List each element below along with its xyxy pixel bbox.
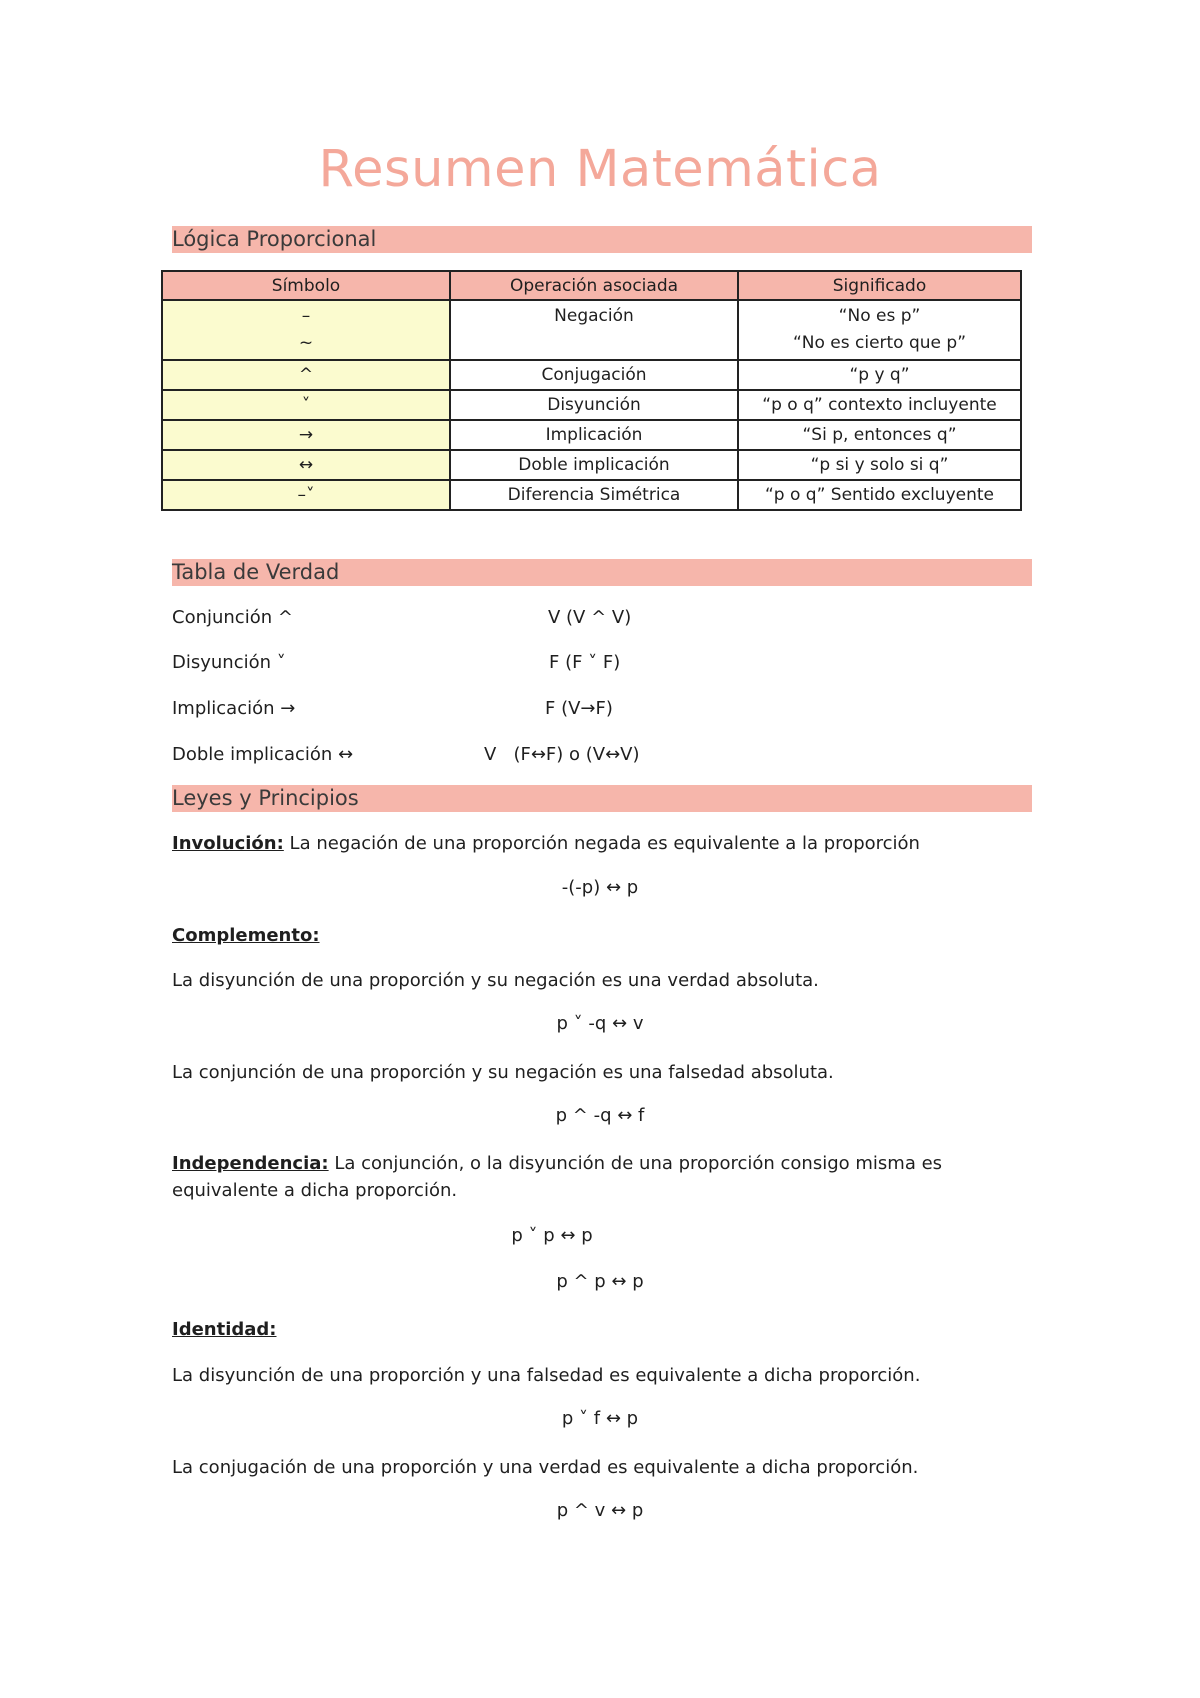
symbol-cell: ˅ <box>162 390 450 420</box>
law-text: La conjunción, o la disyunción de una proporción consigo misma es equivalente a dicha proporción. <box>172 1153 943 1201</box>
formula: p ^ v ↔ p <box>556 1500 644 1521</box>
table-header-row <box>162 271 1021 300</box>
symbol-cell <box>162 300 450 360</box>
symbol-cell: ^ <box>162 360 450 390</box>
symbol-text: ~ <box>298 333 314 353</box>
meaning-cell <box>738 300 1021 360</box>
symbol-text: – <box>301 306 311 326</box>
law-term: Complemento: <box>172 925 320 946</box>
section-title: Tabla de Verdad <box>172 560 340 584</box>
formula: p ˅ f ↔ p <box>561 1408 639 1429</box>
law-involucion <box>172 830 1012 857</box>
truth-value: F (V→F) <box>545 698 613 719</box>
operation-cell: Conjugación <box>450 360 738 390</box>
table-row <box>162 390 1021 420</box>
table-row <box>162 420 1021 450</box>
page-title: Resumen Matemática <box>318 140 882 199</box>
truth-label: Doble implicación ↔ <box>172 744 354 765</box>
symbol-table <box>161 270 1022 511</box>
formula: p ^ p ↔ p <box>556 1271 644 1292</box>
law-text: La conjunción de una proporción y su negación es una falsedad absoluta. <box>172 1062 834 1083</box>
formula: p ^ -q ↔ f <box>555 1105 645 1126</box>
section-title: Leyes y Principios <box>172 786 359 810</box>
meaning-cell: “Si p, entonces q” <box>738 420 1021 450</box>
law-identidad <box>172 1316 1012 1343</box>
meaning-cell: “p o q” Sentido excluyente <box>738 480 1021 510</box>
meaning-cell: “p o q” contexto incluyente <box>738 390 1021 420</box>
operation-cell: Negación <box>450 300 738 360</box>
symbol-cell: –˅ <box>162 480 450 510</box>
law-term: Identidad: <box>172 1319 277 1340</box>
law-term: Involución: <box>172 833 284 854</box>
law-term: Independencia: <box>172 1153 329 1174</box>
table-row <box>162 360 1021 390</box>
meaning-cell: “p y q” <box>738 360 1021 390</box>
law-text: La disyunción de una proporción y una falsedad es equivalente a dicha proporción. <box>172 1365 921 1386</box>
meaning-cell: “p si y solo si q” <box>738 450 1021 480</box>
header-cell: Significado <box>738 271 1021 300</box>
symbol-cell: → <box>162 420 450 450</box>
table-row <box>162 480 1021 510</box>
truth-label: Conjunción ^ <box>172 607 293 628</box>
formula: -(-p) ↔ p <box>561 877 639 898</box>
header-cell: Símbolo <box>162 271 450 300</box>
section-title: Lógica Proporcional <box>172 227 377 251</box>
formula: p ˅ -q ↔ v <box>556 1013 644 1034</box>
truth-value: V (F↔F) o (V↔V) <box>484 744 640 765</box>
operation-cell: Diferencia Simétrica <box>450 480 738 510</box>
section-header-tabla <box>172 559 1032 586</box>
meaning-text: “No es p” <box>838 306 921 326</box>
truth-value: V (V ^ V) <box>548 607 632 628</box>
law-text: La conjugación de una proporción y una verdad es equivalente a dicha proporción. <box>172 1457 919 1478</box>
section-header-logica <box>172 226 1032 253</box>
header-cell: Operación asociada <box>450 271 738 300</box>
formula: p ˅ p ↔ p <box>511 1225 593 1246</box>
operation-cell: Implicación <box>450 420 738 450</box>
law-text: La disyunción de una proporción y su negación es una verdad absoluta. <box>172 970 819 991</box>
law-independencia <box>172 1150 1012 1204</box>
meaning-text: “No es cierto que p” <box>792 333 967 353</box>
table-row <box>162 450 1021 480</box>
truth-label: Disyunción ˅ <box>172 652 286 673</box>
symbol-cell: ↔ <box>162 450 450 480</box>
truth-value: F (F ˅ F) <box>549 652 621 673</box>
section-header-leyes <box>172 785 1032 812</box>
law-complemento <box>172 922 1012 949</box>
law-text: La negación de una proporción negada es equivalente a la proporción <box>283 833 920 854</box>
operation-cell: Disyunción <box>450 390 738 420</box>
operation-cell: Doble implicación <box>450 450 738 480</box>
table-row <box>162 300 1021 360</box>
truth-label: Implicación → <box>172 698 296 719</box>
